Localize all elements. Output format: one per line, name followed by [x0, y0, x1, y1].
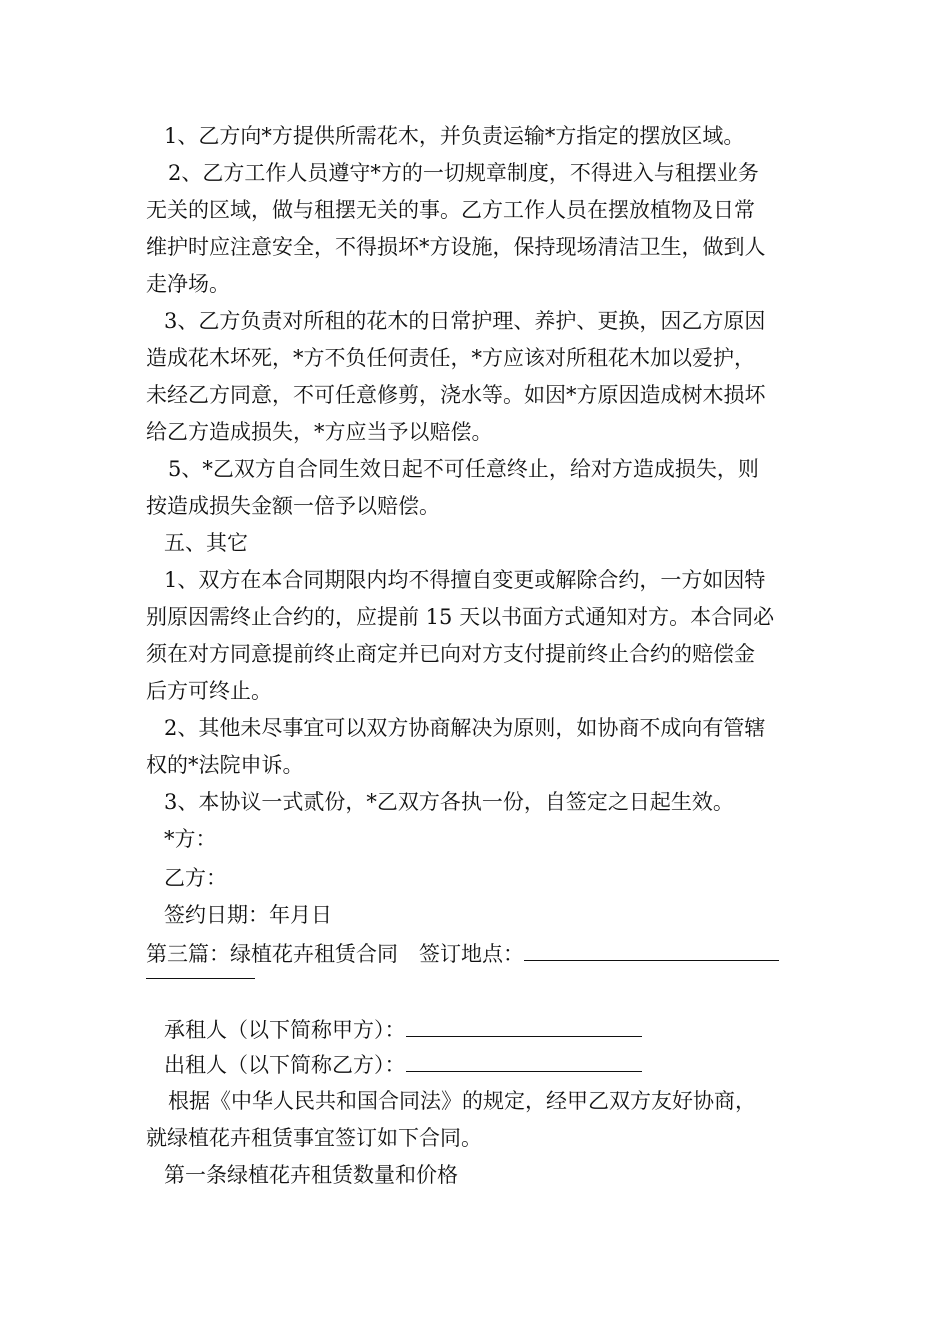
party-a-label: *方： [164, 827, 217, 851]
lessor-label: 出租人（以下简称乙方）： [164, 1053, 406, 1077]
paragraph-line: 须在对方同意提前终止商定并已向对方支付提前终止合约的赔偿金 [146, 642, 755, 666]
paragraph-line: 造成花木坏死，*方不负任何责任，*方应该对所租花木加以爱护， [146, 346, 755, 370]
paragraph-line: 3、本协议一式贰份，*乙双方各执一份，自签定之日起生效。 [164, 790, 734, 814]
paragraph-line: 走净场。 [146, 272, 230, 296]
lessee-blank [406, 1016, 642, 1037]
paragraph-line: 根据《中华人民共和国合同法》的规定，经甲乙双方友好协商， [168, 1089, 756, 1113]
chapter-title: 第三篇：绿植花卉租赁合同 签订地点： [146, 942, 524, 966]
lessor-blank [406, 1051, 642, 1072]
paragraph-line: 1、双方在本合同期限内均不得擅自变更或解除合约，一方如因特 [164, 568, 766, 592]
sign-place-blank [524, 940, 779, 961]
chapter-title-line [146, 940, 846, 967]
paragraph-line: 权的*法院申诉。 [146, 753, 304, 777]
lessee-label: 承租人（以下简称甲方）： [164, 1018, 406, 1042]
party-b-label: 乙方： [164, 866, 227, 890]
paragraph-line: 维护时应注意安全，不得损坏*方设施，保持现场清洁卫生，做到人 [146, 235, 766, 259]
paragraph-line: 5、*乙双方自合同生效日起不可任意终止，给对方造成损失，则 [168, 457, 759, 481]
paragraph-line: 2、乙方工作人员遵守*方的一切规章制度，不得进入与租摆业务 [168, 161, 759, 185]
paragraph-line: 1、乙方向*方提供所需花木，并负责运输*方指定的摆放区域。 [164, 124, 745, 148]
paragraph-line: 别原因需终止合约的，应提前 15 天以书面方式通知对方。本合同必 [146, 605, 775, 629]
lessor-line [164, 1051, 844, 1078]
paragraph-line: 就绿植花卉租赁事宜签订如下合同。 [146, 1126, 482, 1150]
sign-place-blank-continuation [146, 978, 255, 979]
paragraph-line: 无关的区域，做与租摆无关的事。乙方工作人员在摆放植物及日常 [146, 198, 755, 222]
paragraph-line: 2、其他未尽事宜可以双方协商解决为原则，如协商不成向有管辖 [164, 716, 766, 740]
article-heading: 第一条绿植花卉租赁数量和价格 [164, 1163, 458, 1187]
paragraph-line: 给乙方造成损失，*方应当予以赔偿。 [146, 420, 493, 444]
section-heading: 五、其它 [164, 531, 248, 555]
lessee-line [164, 1016, 844, 1043]
paragraph-line: 按造成损失金额一倍予以赔偿。 [146, 494, 440, 518]
paragraph-line: 3、乙方负责对所租的花木的日常护理、养护、更换，因乙方原因 [164, 309, 766, 333]
sign-date-label: 签约日期：年月日 [164, 903, 332, 927]
paragraph-line: 后方可终止。 [146, 679, 272, 703]
paragraph-line: 未经乙方同意，不可任意修剪，浇水等。如因*方原因造成树木损坏 [146, 383, 766, 407]
